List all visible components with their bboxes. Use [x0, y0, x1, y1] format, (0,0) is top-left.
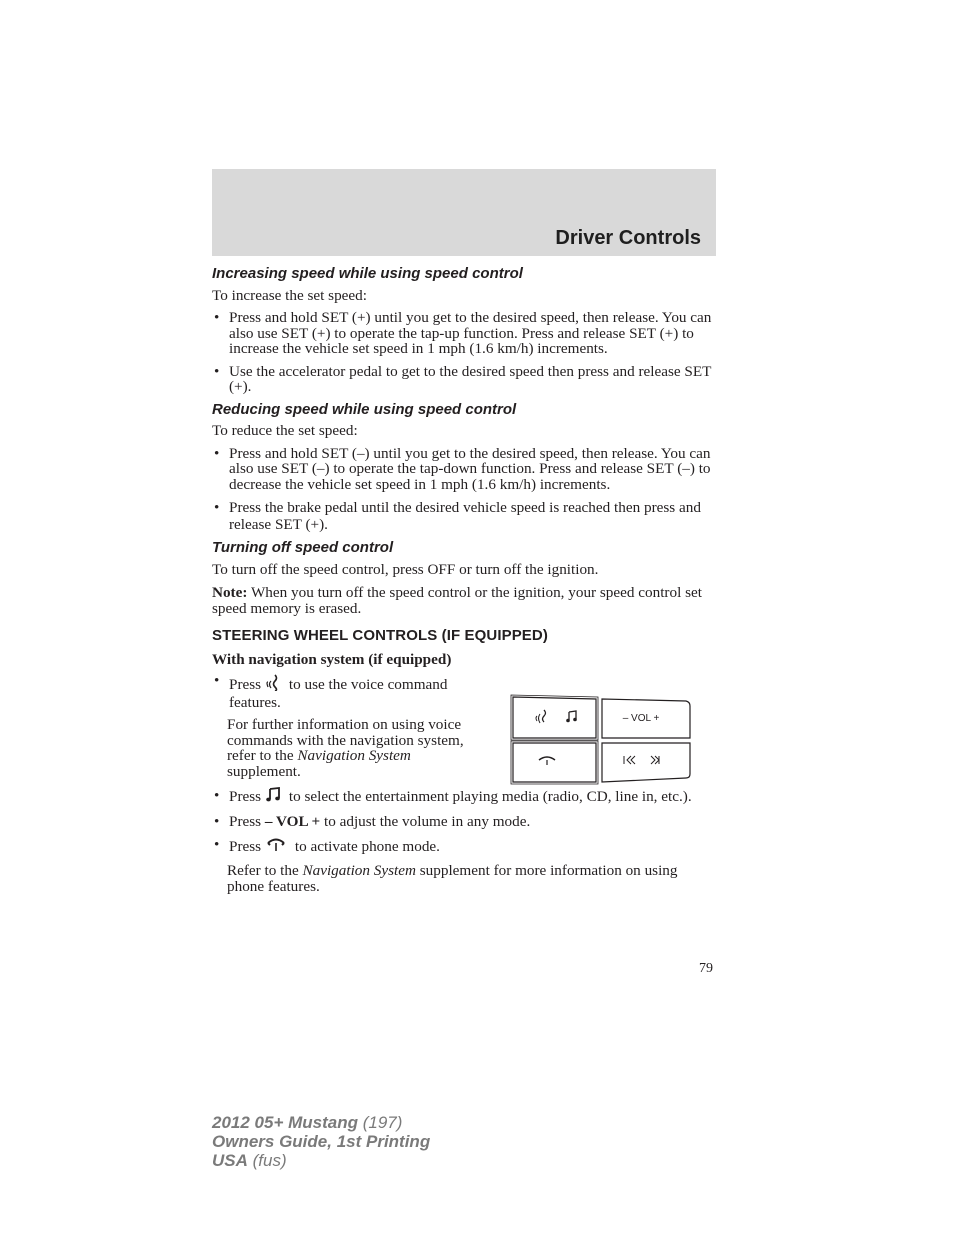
- list-item: • Press to use the voice command features.: [212, 673, 472, 710]
- voice-command-icon: [265, 673, 281, 695]
- list-item: • Press and hold SET (–) until you get to the desired speed, then release. You can also use SET (–) to operate the tap-down function. Press and release SET (–) to decrease the vehicle set speed in 1 mph (1.6 km/h) increments.: [212, 446, 716, 493]
- steering-controls-list: [212, 787, 716, 856]
- steering-wheel-controls-figure: [510, 694, 692, 790]
- footer-line-2: Owners Guide, 1st Printing: [212, 1132, 431, 1151]
- heading-turning-off: Turning off speed control: [212, 539, 394, 556]
- list-item: • Press the brake pedal until the desired vehicle speed is reached then press and release SET (+).: [212, 499, 716, 533]
- list-item: • Press and hold SET (+) until you get to the desired speed, then release. You can also use SET (+) to operate the tap-up function. Press and release SET (+) to increase the vehicle set speed in 1 mph (1.6 km/h) increments.: [212, 310, 716, 357]
- voice-more-info: For further information on using voice commands with the navigation system, refer to the Navigation System supplement.: [227, 716, 464, 780]
- heading-steering-wheel-controls: STEERING WHEEL CONTROLS (IF EQUIPPED): [212, 627, 548, 644]
- footer-line-1: 2012 05+ Mustang (197): [212, 1113, 403, 1132]
- refer-paragraph: Refer to the Navigation System supplement for more information on using phone features.: [227, 862, 678, 895]
- page-content: [212, 266, 716, 902]
- nav-subheading: With navigation system (if equipped): [212, 650, 452, 668]
- navigation-text: [212, 652, 472, 780]
- list-item: • Press – VOL + to adjust the volume in any mode.: [212, 814, 716, 830]
- note-text: When you turn off the speed control or the ignition, your speed control set speed memory is erased.: [212, 584, 702, 617]
- figure-voice-icon: [536, 710, 546, 723]
- figure-music-icon: [566, 711, 577, 722]
- note-paragraph: [212, 585, 716, 616]
- list-item: • Press to activate phone mode.: [212, 837, 716, 857]
- footer: [212, 1113, 430, 1170]
- section-title: Driver Controls: [555, 227, 701, 249]
- list-item: • Use the accelerator pedal to get to the desired speed then press and release SET (+).: [212, 364, 716, 395]
- music-note-icon: [265, 787, 281, 807]
- reduce-intro: To reduce the set speed:: [212, 422, 358, 439]
- heading-increasing-speed: Increasing speed while using speed control: [212, 265, 523, 282]
- phone-icon: [265, 837, 287, 857]
- voice-list: [212, 673, 472, 710]
- footer-line-3: USA (fus): [212, 1151, 287, 1170]
- header-bar: [212, 169, 716, 256]
- heading-reducing-speed: Reducing speed while using speed control: [212, 400, 517, 418]
- turn-off-text: To turn off the speed control, press OFF or turn off the ignition.: [212, 560, 599, 578]
- list-item: • Press to select the entertainment playing media (radio, CD, line in, etc.).: [212, 787, 716, 807]
- page-number: 79: [699, 961, 713, 976]
- increase-intro: To increase the set speed:: [212, 286, 367, 304]
- figure-seek-icons: [624, 756, 659, 764]
- reduce-list: [212, 446, 716, 534]
- figure-phone-icon: [539, 757, 555, 765]
- figure-vol-label: – VOL +: [622, 713, 660, 724]
- note-label: Note:: [212, 584, 248, 601]
- increase-list: [212, 310, 716, 395]
